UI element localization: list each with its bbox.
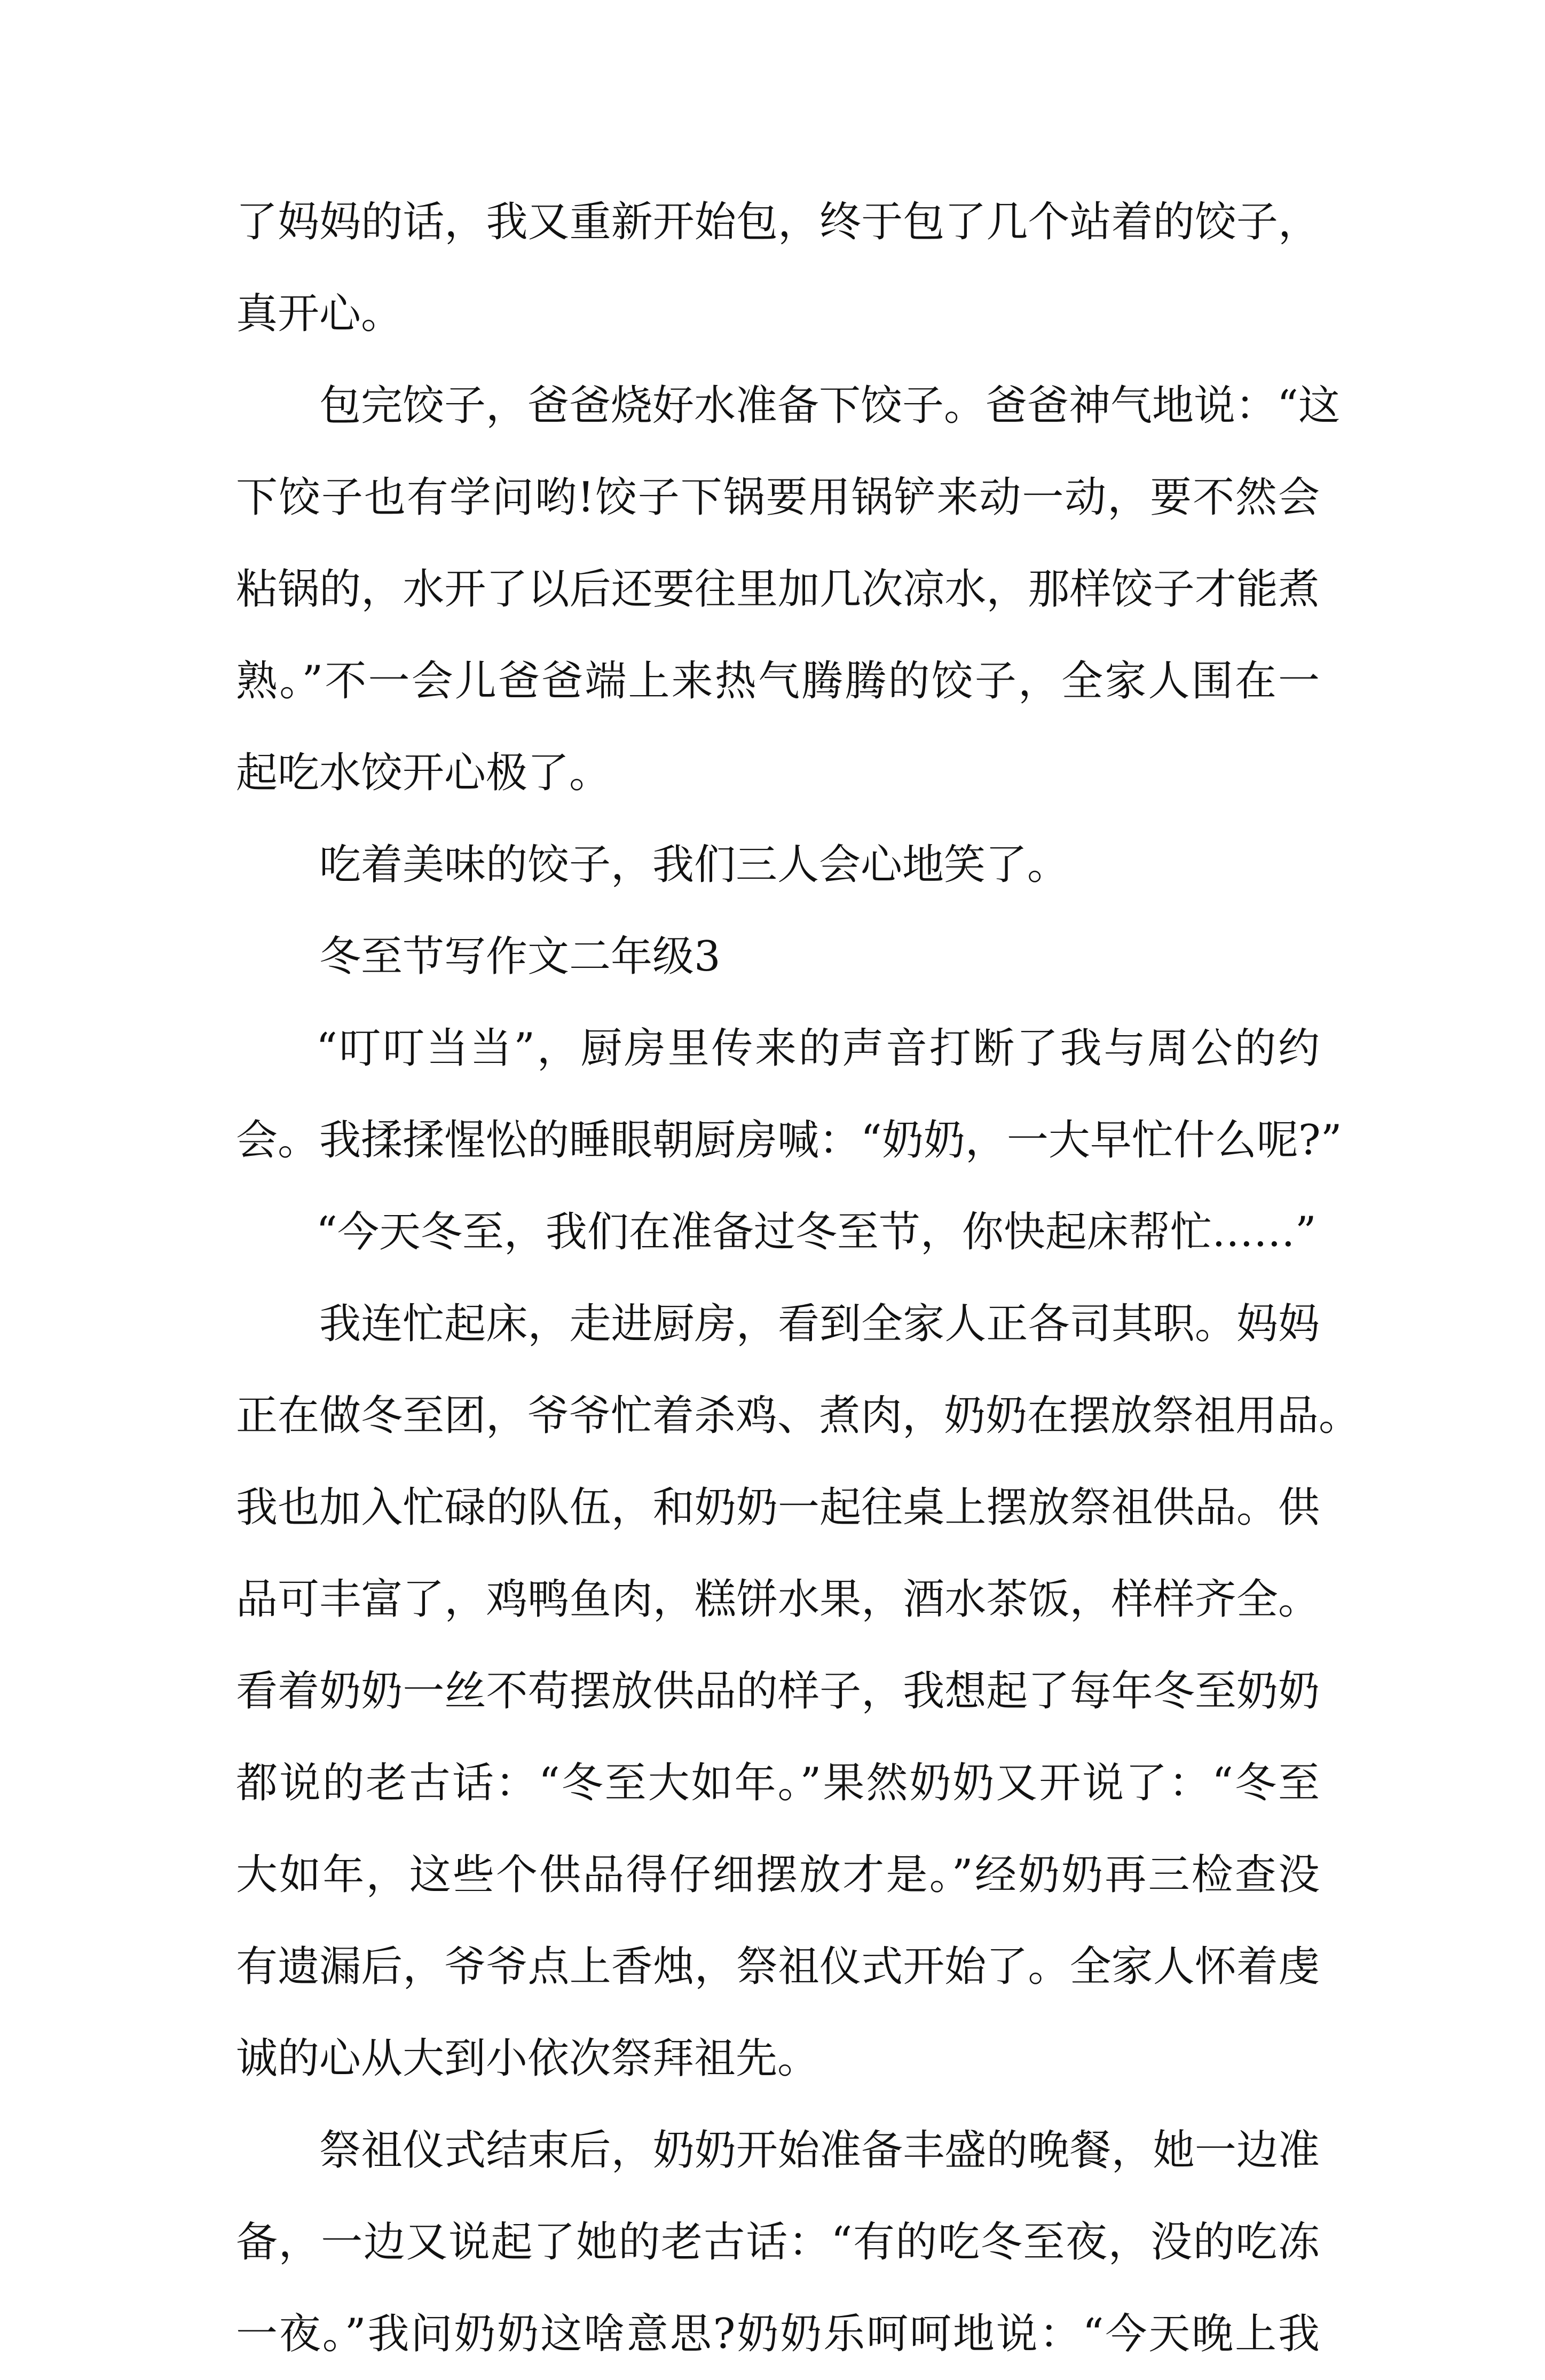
essay-text [236, 176, 1361, 2380]
text-line: 熟。”不一会儿爸爸端上来热气腾腾的饺子，全家人围在一 [236, 657, 1320, 705]
text-line: 都说的老古话：“冬至大如年。”果然奶奶又开说了：“冬至 [236, 1759, 1320, 1807]
text-line: 下饺子也有学问哟!饺子下锅要用锅铲来动一动，要不然会 [236, 474, 1320, 522]
paragraph-start-line: 我连忙起床，走进厨房，看到全家人正各司其职。妈妈 [319, 1300, 1320, 1348]
text-line: 粘锅的，水开了以后还要往里加几次凉水，那样饺子才能煮 [236, 565, 1320, 613]
text-line: 起吃水饺开心极了。 [236, 749, 611, 797]
text-line: 有遗漏后，爷爷点上香烛，祭祖仪式开始了。全家人怀着虔 [236, 1943, 1320, 1991]
paragraph-start-line: 吃着美味的饺子，我们三人会心地笑了。 [319, 841, 1069, 889]
text-line: 大如年，这些个供品得仔细摆放才是。”经奶奶再三检查没 [236, 1851, 1320, 1899]
text-line: 我也加入忙碌的队伍，和奶奶一起往桌上摆放祭祖供品。供 [236, 1484, 1320, 1532]
text-line: 会。我揉揉惺忪的睡眼朝厨房喊：“奶奶，一大早忙什么呢?” [236, 1116, 1342, 1164]
text-line: 了妈妈的话，我又重新开始包，终于包了几个站着的饺子， [236, 198, 1320, 246]
paragraph-start-line: 包完饺子，爸爸烧好水准备下饺子。爸爸神气地说：“这 [319, 382, 1340, 430]
text-line: 备，一边又说起了她的老古话：“有的吃冬至夜，没的吃冻 [236, 2218, 1320, 2266]
text-line: 诚的心从大到小依次祭拜祖先。 [236, 2035, 819, 2083]
text-line: 一夜。”我问奶奶这啥意思?奶奶乐呵呵地说：“今天晚上我 [236, 2310, 1320, 2358]
section-heading: 冬至节写作文二年级3 [319, 933, 721, 981]
text-line: 品可丰富了，鸡鸭鱼肉，糕饼水果，酒水茶饭，样样齐全。 [236, 1575, 1320, 1624]
paragraph-start-line: “叮叮当当”，厨房里传来的声音打断了我与周公的约 [316, 1024, 1320, 1073]
text-line: 看着奶奶一丝不苟摆放供品的样子，我想起了每年冬至奶奶 [236, 1667, 1320, 1715]
text-line: 真开心。 [236, 290, 403, 338]
paragraph-start-line: 祭祖仪式结束后，奶奶开始准备丰盛的晚餐，她一边准 [319, 2126, 1320, 2174]
text-line: 正在做冬至团，爷爷忙着杀鸡、煮肉，奶奶在摆放祭祖用品。 [236, 1392, 1361, 1440]
paragraph-start-line: “今天冬至，我们在准备过冬至节，你快起床帮忙……” [316, 1208, 1317, 1256]
